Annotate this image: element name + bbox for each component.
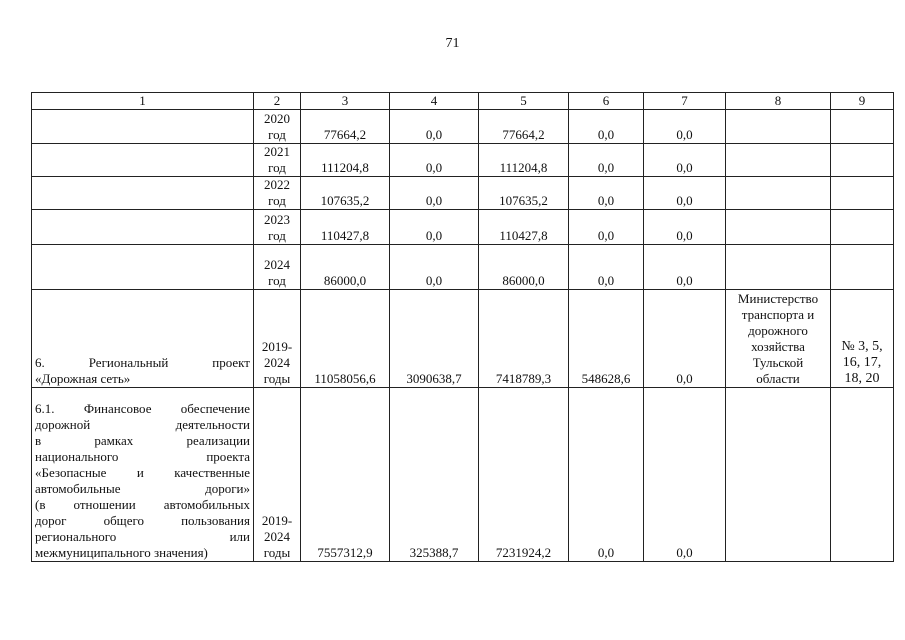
empty-cell [726,245,831,290]
empty-cell [831,388,894,562]
year-cell [254,177,301,210]
year-value: 2024 [264,257,290,272]
indicator-line: № 3, 5, [841,339,883,354]
subproject-name-line: регионального или [35,529,250,544]
table-row [32,110,894,144]
period-line: годы [263,545,291,560]
header-cell-3: 3 [301,93,390,110]
executor-line: транспорта и [741,307,815,322]
value-cell-4: 0,0 [390,210,479,245]
value-cell-5: 77664,2 [479,110,569,144]
period-line: 2024 [264,529,290,544]
header-cell-5: 5 [479,93,569,110]
header-cell-1: 1 [32,93,254,110]
project-value-6: 548628,6 [569,290,644,388]
value-cell-4: 0,0 [390,144,479,177]
value-cell-3: 77664,2 [301,110,390,144]
subproject-value-6: 0,0 [569,388,644,562]
value-cell-6: 0,0 [569,144,644,177]
subproject-value-5: 7231924,2 [479,388,569,562]
empty-cell [32,110,254,144]
year-unit: год [268,127,286,142]
empty-cell [726,210,831,245]
header-cell-9: 9 [831,93,894,110]
year-unit: год [268,273,286,288]
subproject-row [32,388,894,562]
subproject-value-4: 325388,7 [390,388,479,562]
subproject-name-line: «Безопасные и качественные [35,465,250,480]
period-line: годы [263,371,291,386]
table-row [32,245,894,290]
table-row [32,177,894,210]
value-cell-4: 0,0 [390,110,479,144]
project-value-5: 7418789,3 [479,290,569,388]
value-cell-3: 107635,2 [301,177,390,210]
subproject-name-line: в рамках реализации [35,433,250,448]
value-cell-6: 0,0 [569,210,644,245]
subproject-name-line: дорог общего пользования [35,513,250,528]
value-cell-5: 86000,0 [479,245,569,290]
subproject-name-cell [32,388,254,562]
header-row [32,93,894,110]
value-cell-6: 0,0 [569,177,644,210]
subproject-name-line: межмуниципального значения) [35,545,208,560]
empty-cell [831,210,894,245]
empty-cell [831,245,894,290]
year-value: 2022 [264,177,290,192]
header-cell-2: 2 [254,93,301,110]
subproject-name-line: 6.1. Финансовое обеспечение [35,401,250,416]
executor-cell [726,290,831,388]
empty-cell [32,144,254,177]
empty-cell [726,388,831,562]
value-cell-4: 0,0 [390,177,479,210]
year-unit: год [268,193,286,208]
project-name-line: 6. Региональный проект [35,355,250,370]
executor-line: области [756,371,800,386]
year-unit: год [268,160,286,175]
subproject-name-line: автомобильные дороги» [35,481,250,496]
indicator-line: 16, 17, [842,355,882,370]
value-cell-3: 110427,8 [301,210,390,245]
empty-cell [831,177,894,210]
period-line: 2019- [261,513,293,528]
executor-line: Тульской [752,355,804,370]
executor-line: дорожного [748,323,808,338]
header-cell-4: 4 [390,93,479,110]
header-cell-6: 6 [569,93,644,110]
value-cell-7: 0,0 [644,245,726,290]
project-value-4: 3090638,7 [390,290,479,388]
year-value: 2023 [264,212,290,227]
year-value: 2020 [264,111,290,126]
period-line: 2024 [264,355,290,370]
value-cell-4: 0,0 [390,245,479,290]
empty-cell [32,210,254,245]
table-row [32,210,894,245]
value-cell-3: 86000,0 [301,245,390,290]
period-line: 2019- [261,339,293,354]
empty-cell [726,110,831,144]
project-value-7: 0,0 [644,290,726,388]
header-cell-7: 7 [644,93,726,110]
subproject-value-7: 0,0 [644,388,726,562]
value-cell-7: 0,0 [644,210,726,245]
empty-cell [831,110,894,144]
value-cell-3: 111204,8 [301,144,390,177]
executor-line: хозяйства [751,339,805,354]
empty-cell [32,245,254,290]
value-cell-7: 0,0 [644,110,726,144]
value-cell-5: 110427,8 [479,210,569,245]
empty-cell [831,144,894,177]
year-cell [254,245,301,290]
indicator-line: 18, 20 [844,371,880,386]
program-table [31,92,894,562]
subproject-value-3: 7557312,9 [301,388,390,562]
subproject-name-line: национального проекта [35,449,250,464]
year-cell [254,144,301,177]
year-cell [254,110,301,144]
year-value: 2021 [264,144,290,159]
project-value-3: 11058056,6 [301,290,390,388]
value-cell-7: 0,0 [644,144,726,177]
project-name-line: «Дорожная сеть» [35,371,131,386]
executor-line: Министерство [737,291,819,306]
subproject-name-line: (в отношении автомобильных [35,497,250,512]
value-cell-7: 0,0 [644,177,726,210]
project-row [32,290,894,388]
value-cell-6: 0,0 [569,245,644,290]
subproject-period-cell [254,388,301,562]
project-name-cell [32,290,254,388]
empty-cell [726,177,831,210]
value-cell-5: 107635,2 [479,177,569,210]
table-row [32,144,894,177]
empty-cell [726,144,831,177]
empty-cell [32,177,254,210]
value-cell-5: 111204,8 [479,144,569,177]
year-unit: год [268,228,286,243]
page-number: 71 [445,36,460,51]
header-cell-8: 8 [726,93,831,110]
value-cell-6: 0,0 [569,110,644,144]
indicator-cell [831,290,894,388]
project-period-cell [254,290,301,388]
year-cell [254,210,301,245]
subproject-name-line: дорожной деятельности [35,417,250,432]
